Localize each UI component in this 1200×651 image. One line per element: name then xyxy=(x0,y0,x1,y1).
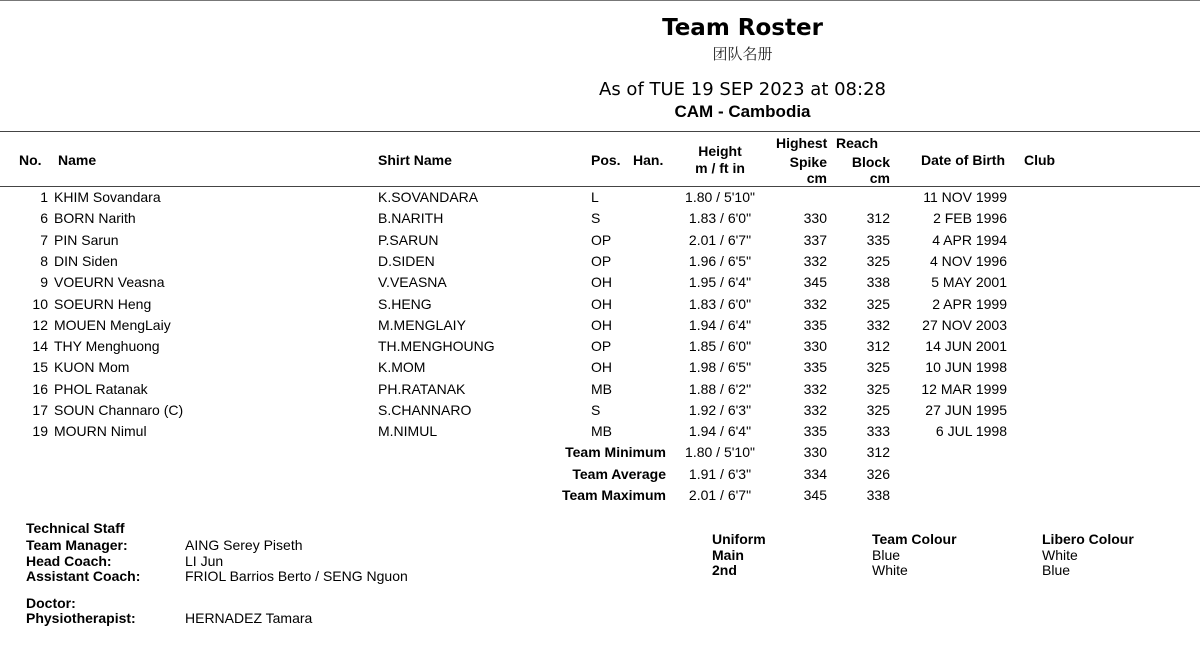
summary-row xyxy=(0,465,1200,486)
cell-shirt-name: B.NARITH xyxy=(378,210,444,227)
col-han: Han. xyxy=(633,152,664,168)
cell-pos: OH xyxy=(591,295,612,312)
cell-pos: MB xyxy=(591,380,612,397)
table-row xyxy=(0,187,1200,208)
cell-dob: 4 APR 1994 xyxy=(932,231,1007,248)
cell-pos: OH xyxy=(591,274,612,291)
cell-block: 332 xyxy=(866,316,890,333)
col-highest: Highest xyxy=(776,135,828,151)
cell-shirt-name: K.SOVANDARA xyxy=(378,189,479,205)
cell-spike: 332 xyxy=(803,402,827,418)
cell-no: 8 xyxy=(40,252,48,269)
cell-block: 325 xyxy=(866,380,890,397)
cell-shirt-name: M.NIMUL xyxy=(378,423,438,440)
cell-dob: 2 FEB 1996 xyxy=(933,210,1007,227)
cell-dob: 11 NOV 1999 xyxy=(923,189,1007,205)
head-coach-label: Head Coach: xyxy=(26,553,112,569)
cell-height: 1.92 / 6'3" xyxy=(688,402,752,418)
cell-block: 325 xyxy=(866,252,890,269)
cell-block: 312 xyxy=(866,210,890,227)
cell-height: 1.98 / 6'5" xyxy=(688,359,752,376)
summary-spike: 334 xyxy=(803,465,827,482)
team-name: CAM - Cambodia xyxy=(674,102,811,121)
cell-shirt-name: P.SARUN xyxy=(378,231,439,248)
cell-dob: 14 JUN 2001 xyxy=(925,338,1007,355)
summary-block: 338 xyxy=(866,487,890,503)
col-dob: Date of Birth xyxy=(921,152,1005,168)
cell-name: KUON Mom xyxy=(54,359,130,376)
cell-shirt-name: S.CHANNARO xyxy=(378,402,472,418)
cell-shirt-name: S.HENG xyxy=(378,295,432,312)
table-row xyxy=(0,251,1200,272)
summary-spike: 345 xyxy=(803,487,827,503)
cell-pos: OP xyxy=(591,338,612,355)
cell-name: MOURN Nimul xyxy=(54,423,147,440)
table-row xyxy=(0,400,1200,421)
cell-pos: OP xyxy=(591,231,612,248)
col-no: No. xyxy=(19,152,42,168)
physiotherapist: HERNADEZ Tamara xyxy=(185,610,313,626)
cell-height: 1.83 / 6'0" xyxy=(688,295,752,312)
page-title: Team Roster xyxy=(662,15,823,41)
cell-spike: 330 xyxy=(803,338,827,355)
cell-pos: OP xyxy=(591,252,612,269)
assistant-coach-label: Assistant Coach: xyxy=(26,568,141,584)
physiotherapist-label: Physiotherapist: xyxy=(26,610,136,626)
summary-block: 312 xyxy=(866,444,890,460)
cell-height: 1.95 / 6'4" xyxy=(688,274,752,291)
cell-name: BORN Narith xyxy=(54,210,136,227)
cell-shirt-name: TH.MENGHOUNG xyxy=(378,338,495,355)
cell-block: 325 xyxy=(866,402,890,418)
cell-block: 335 xyxy=(866,231,890,248)
summary-height: 1.91 / 6'3" xyxy=(688,465,752,482)
cell-dob: 27 JUN 1995 xyxy=(925,402,1007,418)
uniform-second-label: 2nd xyxy=(712,562,737,578)
libero-colour-second: Blue xyxy=(1042,562,1071,578)
header-top-rule xyxy=(0,131,1200,132)
cell-name: PHOL Ratanak xyxy=(54,380,148,397)
cell-no: 16 xyxy=(32,380,48,397)
col-height-unit: m / ft in xyxy=(695,160,745,176)
summary-spike: 330 xyxy=(803,444,827,460)
team-colour-second: White xyxy=(872,562,908,578)
team-manager: AING Serey Piseth xyxy=(185,537,303,553)
cell-no: 12 xyxy=(32,316,48,333)
cell-spike: 332 xyxy=(803,252,827,269)
summary-row xyxy=(0,443,1200,464)
table-row xyxy=(0,379,1200,400)
cell-height: 1.96 / 6'5" xyxy=(688,252,752,269)
cell-name: DIN Siden xyxy=(54,252,118,269)
cell-name: THY Menghuong xyxy=(54,338,160,355)
col-block: Block xyxy=(851,154,890,170)
cell-height: 2.01 / 6'7" xyxy=(688,231,752,248)
cell-block: 325 xyxy=(866,359,890,376)
libero-colour-main: White xyxy=(1042,547,1078,563)
cell-block: 338 xyxy=(866,274,890,291)
team-colour-label: Team Colour xyxy=(872,531,957,547)
cell-name: VOEURN Veasna xyxy=(54,274,165,291)
table-row xyxy=(0,272,1200,293)
col-shirt-name: Shirt Name xyxy=(378,152,452,168)
page-subtitle: 团队名册 xyxy=(712,45,773,63)
cell-height: 1.88 / 6'2" xyxy=(688,380,752,397)
col-reach: Reach xyxy=(836,135,879,151)
cell-no: 14 xyxy=(32,338,48,355)
col-spike: Spike xyxy=(789,154,827,170)
as-of-date: As of TUE 19 SEP 2023 at 08:28 xyxy=(599,79,886,100)
cell-shirt-name: M.MENGLAIY xyxy=(378,316,466,333)
cell-height: 1.80 / 5'10" xyxy=(685,189,755,205)
table-row xyxy=(0,230,1200,251)
cell-height: 1.83 / 6'0" xyxy=(688,210,752,227)
cell-no: 6 xyxy=(40,210,48,227)
doctor-label: Doctor: xyxy=(26,595,76,611)
cell-shirt-name: V.VEASNA xyxy=(378,274,447,291)
cell-no: 10 xyxy=(32,295,48,312)
col-name: Name xyxy=(58,152,97,168)
cell-height: 1.85 / 6'0" xyxy=(688,338,752,355)
table-row xyxy=(0,294,1200,315)
cell-dob: 5 MAY 2001 xyxy=(931,274,1007,291)
cell-dob: 2 APR 1999 xyxy=(932,295,1007,312)
cell-pos: S xyxy=(591,402,601,418)
cell-pos: S xyxy=(591,210,601,227)
summary-block: 326 xyxy=(866,465,890,482)
table-row xyxy=(0,208,1200,229)
summary-height: 1.80 / 5'10" xyxy=(685,444,755,460)
col-block-unit: cm xyxy=(869,170,890,186)
cell-spike: 330 xyxy=(803,210,827,227)
table-row xyxy=(0,336,1200,357)
cell-name: SOUN Channaro (C) xyxy=(54,402,184,418)
summary-label: Team Average xyxy=(572,465,666,482)
cell-pos: MB xyxy=(591,423,612,440)
uniform-heading: Uniform xyxy=(712,531,766,547)
cell-no: 15 xyxy=(32,359,48,376)
head-coach: LI Jun xyxy=(185,553,224,569)
cell-dob: 27 NOV 2003 xyxy=(922,316,1007,333)
cell-pos: OH xyxy=(591,316,612,333)
col-spike-unit: cm xyxy=(806,170,827,186)
summary-height: 2.01 / 6'7" xyxy=(688,487,752,503)
col-height: Height xyxy=(698,143,742,159)
cell-dob: 10 JUN 1998 xyxy=(925,359,1007,376)
assistant-coach: FRIOL Barrios Berto / SENG Nguon xyxy=(185,568,408,584)
cell-block: 325 xyxy=(866,295,890,312)
cell-height: 1.94 / 6'4" xyxy=(688,316,752,333)
cell-name: MOUEN MengLaiy xyxy=(54,316,171,333)
cell-shirt-name: K.MOM xyxy=(378,359,426,376)
cell-no: 19 xyxy=(32,423,48,440)
libero-colour-label: Libero Colour xyxy=(1042,531,1134,547)
uniform-main-label: Main xyxy=(712,547,744,563)
cell-spike: 335 xyxy=(803,359,827,376)
summary-row xyxy=(0,486,1200,507)
cell-height: 1.94 / 6'4" xyxy=(688,423,752,440)
cell-pos: OH xyxy=(591,359,612,376)
cell-no: 17 xyxy=(32,402,48,418)
cell-spike: 337 xyxy=(803,231,827,248)
table-row xyxy=(0,421,1200,442)
cell-spike: 335 xyxy=(803,423,827,440)
cell-shirt-name: PH.RATANAK xyxy=(378,380,466,397)
cell-name: PIN Sarun xyxy=(54,231,119,248)
team-colour-main: Blue xyxy=(872,547,901,563)
summary-label: Team Maximum xyxy=(562,487,666,503)
cell-spike: 345 xyxy=(803,274,827,291)
cell-block: 312 xyxy=(866,338,890,355)
cell-no: 1 xyxy=(40,189,48,205)
cell-no: 9 xyxy=(40,274,48,291)
col-pos: Pos. xyxy=(591,152,621,168)
cell-pos: L xyxy=(591,189,599,205)
top-border xyxy=(0,0,1200,1)
cell-dob: 12 MAR 1999 xyxy=(921,380,1007,397)
cell-spike: 332 xyxy=(803,380,827,397)
cell-spike: 335 xyxy=(803,316,827,333)
table-row xyxy=(0,315,1200,336)
cell-no: 7 xyxy=(40,231,48,248)
cell-dob: 4 NOV 1996 xyxy=(929,252,1007,269)
cell-name: SOEURN Heng xyxy=(54,295,152,312)
staff-heading: Technical Staff xyxy=(26,520,125,536)
summary-label: Team Minimum xyxy=(565,444,666,460)
team-manager-label: Team Manager: xyxy=(26,537,128,553)
cell-spike: 332 xyxy=(803,295,827,312)
cell-dob: 6 JUL 1998 xyxy=(935,423,1007,440)
cell-name: KHIM Sovandara xyxy=(54,189,161,205)
table-row xyxy=(0,357,1200,378)
cell-block: 333 xyxy=(866,423,890,440)
cell-shirt-name: D.SIDEN xyxy=(378,252,435,269)
col-club: Club xyxy=(1024,152,1056,168)
